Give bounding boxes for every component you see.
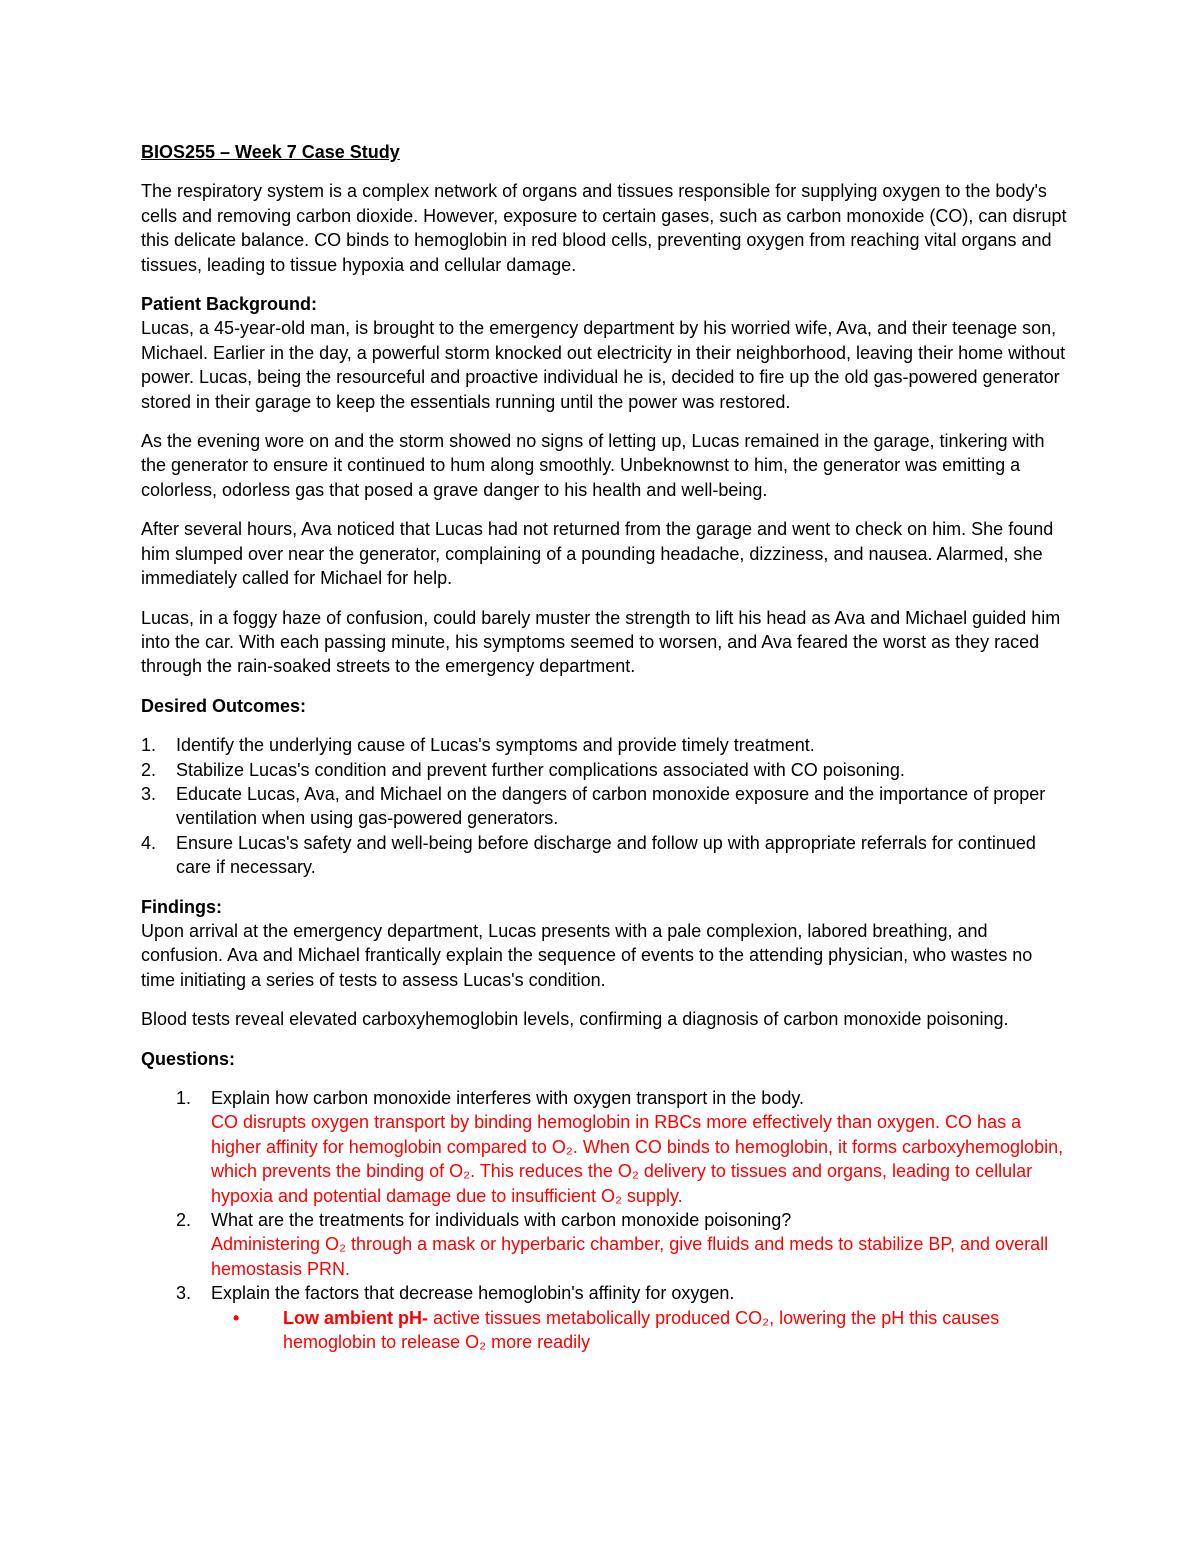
desired-outcomes-heading: Desired Outcomes:	[141, 695, 307, 716]
desired-outcomes-list	[141, 733, 1071, 879]
question-item	[141, 1281, 1071, 1354]
factors-list	[211, 1306, 1071, 1355]
list-item	[141, 733, 1071, 757]
patient-background-section	[141, 292, 1071, 414]
list-item-text: Educate Lucas, Ava, and Michael on the dangers of carbon monoxide exposure and the importance of proper ventilation when using gas-powered generators.	[176, 783, 1046, 829]
bullet-icon: •	[233, 1307, 240, 1328]
factor-text: active tissues metabolically produced CO₂, lowering the pH this causes hemoglobin to release O₂ more readily	[283, 1307, 1000, 1353]
list-item-text: Stabilize Lucas's condition and prevent further complications associated with CO poisoning.	[176, 759, 905, 780]
question-number: 1.	[176, 1088, 192, 1108]
list-item-text: Ensure Lucas's safety and well-being before discharge and follow up with appropriate referrals for continued care if necessary.	[176, 832, 1036, 878]
answer-text: Administering O₂ through a mask or hyperbaric chamber, give fluids and meds to stabilize BP, and overall hemostasis PRN.	[211, 1234, 1049, 1279]
findings-paragraph: Blood tests reveal elevated carboxyhemoglobin levels, confirming a diagnosis of carbon monoxide poisoning.	[141, 1009, 1009, 1030]
document-page	[141, 140, 1071, 1354]
list-item	[141, 831, 1071, 880]
list-number: 3.	[141, 783, 157, 804]
questions-heading: Questions:	[141, 1048, 236, 1069]
factor-name: Low ambient pH-	[283, 1307, 428, 1328]
list-item-text: Identify the underlying cause of Lucas's symptoms and provide timely treatment.	[176, 735, 815, 756]
findings-paragraph: Upon arrival at the emergency department, Lucas presents with a pale complexion, labored breathing, and confusion. Ava and Michael frantically explain the sequence of events to the attending physician, who wastes no time initiating a series of tests to assess Lucas's condition.	[141, 920, 1033, 990]
background-paragraph: Lucas, a 45-year-old man, is brought to the emergency department by his worried wife, Ava, and their teenage son, Michael. Earlier in the day, a powerful storm knocked out electricity in their neighborhood, leaving their home without power. Lucas, being the resourceful and proactive individual he is, decided to fire up the old gas-powered generator stored in their garage to keep the essentials running until the power was restored.	[141, 318, 1066, 412]
question-text: What are the treatments for individuals with carbon monoxide poisoning?	[211, 1210, 792, 1231]
question-text: Explain the factors that decrease hemoglobin's affinity for oxygen.	[211, 1283, 735, 1304]
answer-text: CO disrupts oxygen transport by binding hemoglobin in RBCs more effectively than oxygen. CO has a higher affinity for hemoglobin compared to O₂. When CO binds to hemoglobin, it forms carboxyhemoglobin, which prevents the binding of O₂. This reduces the O₂ delivery to tissues and organs, leading to cellular hypoxia and potential damage due to insufficient O₂ supply.	[211, 1112, 1064, 1206]
list-item	[141, 758, 1071, 782]
list-item	[141, 782, 1071, 831]
factor-item	[211, 1306, 1071, 1355]
findings-heading: Findings:	[141, 896, 222, 917]
background-paragraph: After several hours, Ava noticed that Lucas had not returned from the garage and went to check on him. She found him slumped over near the generator, complaining of a pounding headache, dizziness, and nausea. Alarmed, she immediately called for Michael for help.	[141, 519, 1054, 589]
intro-paragraph: The respiratory system is a complex network of organs and tissues responsible for supplying oxygen to the body's cells and removing carbon dioxide. However, exposure to certain gases, such as carbon monoxide (CO), can disrupt this delicate balance. CO binds to hemoglobin in red blood cells, preventing oxygen from reaching vital organs and tissues, leading to tissue hypoxia and cellular damage.	[141, 181, 1067, 275]
question-text: Explain how carbon monoxide interferes with oxygen transport in the body.	[211, 1088, 804, 1108]
questions-list	[141, 1086, 1071, 1354]
background-paragraph: Lucas, in a foggy haze of confusion, could barely muster the strength to lift his head as Ava and Michael guided him into the car. With each passing minute, his symptoms seemed to worsen, and Ava feared the worst as they raced through the rain-soaked streets to the emergency department.	[141, 607, 1061, 677]
list-number: 2.	[141, 759, 157, 780]
question-number: 3.	[176, 1283, 192, 1304]
findings-section	[141, 895, 1071, 993]
patient-background-heading: Patient Background:	[141, 294, 318, 315]
background-paragraph: As the evening wore on and the storm showed no signs of letting up, Lucas remained in the garage, tinkering with the generator to ensure it continued to hum along smoothly. Unbeknownst to him, the generator was emitting a colorless, odorless gas that posed a grave danger to his health and well-being.	[141, 431, 1045, 500]
question-item	[141, 1208, 1071, 1281]
list-number: 1.	[141, 735, 157, 756]
list-number: 4.	[141, 832, 157, 853]
question-number: 2.	[176, 1210, 192, 1231]
question-item	[141, 1086, 1071, 1208]
document-title: BIOS255 – Week 7 Case Study	[141, 142, 400, 162]
